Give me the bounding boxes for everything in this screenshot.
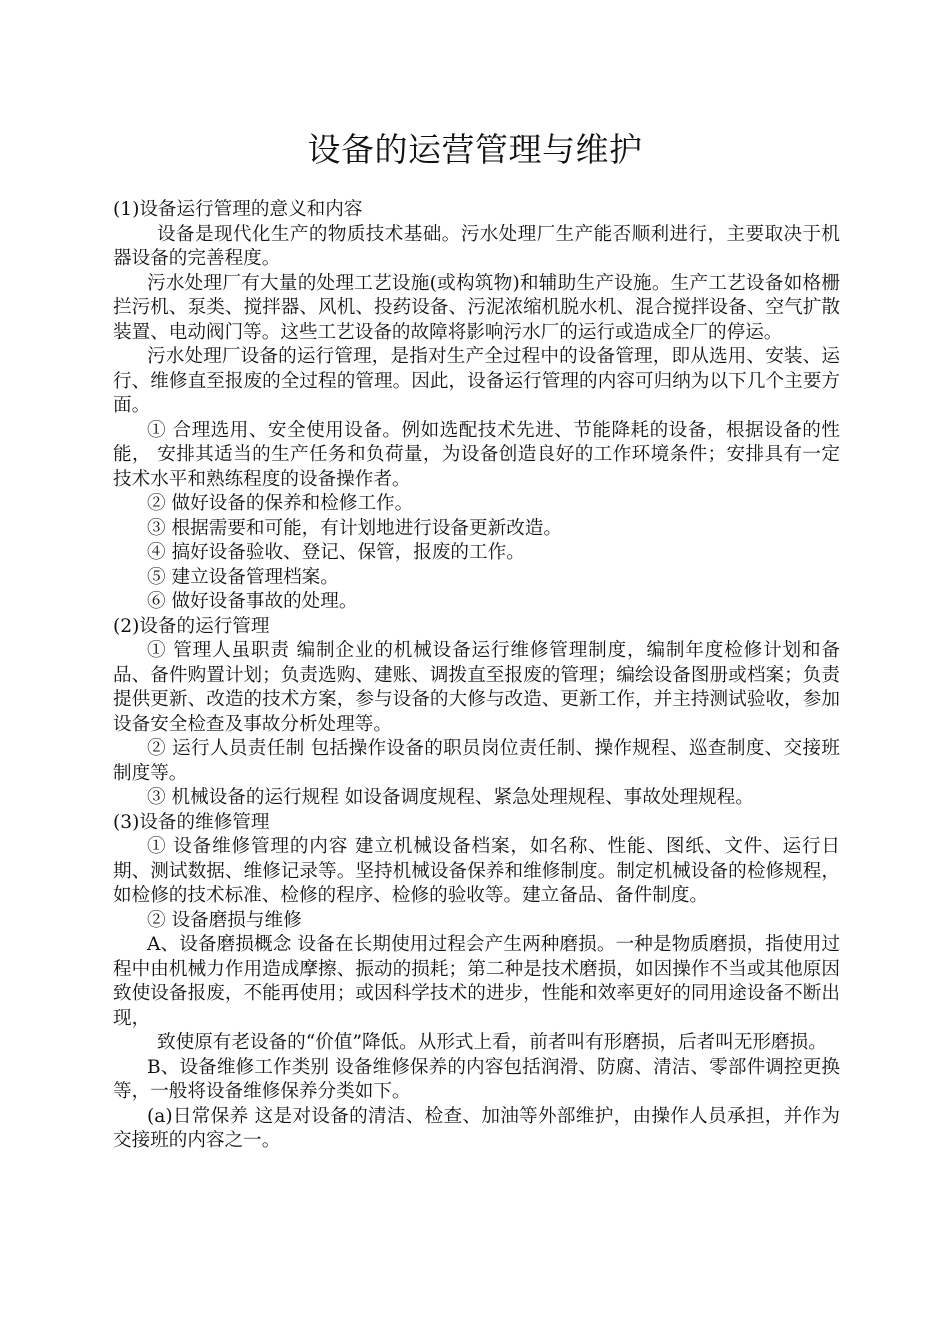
- section-heading: (2)设备的运行管理: [113, 615, 270, 637]
- list-item: ② 做好设备的保养和检修工作。: [147, 493, 414, 514]
- paragraph: 污水处理厂有大量的处理工艺设施(或构筑物)和辅助生产设施。生产工艺设备如格栅拦污机、泵类、搅拌器、风机、投药设备、污泥浓缩机脱水机、混合搅拌设备、空气扩散装置、电动阀门等。这些工艺设备的故障将影响污水厂的运行或造成全厂的停运。: [113, 272, 840, 343]
- list-item: ⑥ 做好设备事故的处理。: [147, 591, 358, 612]
- list-item: ③ 根据需要和可能，有计划地进行设备更新改造。: [147, 517, 562, 539]
- list-item: ① 设备维修管理的内容 建立机械设备档案，如名称、性能、图纸、文件、运行日期、测试数据、维修记录等。坚持机械设备保养和维修制度。制定机械设备的检修规程，如检修的技术标准、检修的程序、检修的验收等。建立备品、备件制度。: [113, 836, 840, 906]
- list-item: ① 合理选用、安全使用设备。例如选配技术先进、节能降耗的设备，根据设备的性能， 安排其适当的生产任务和负荷量，为设备创造良好的工作环境条件；安排具有一定技术水平和熟练程度的设备操作者。: [113, 419, 840, 490]
- paragraph: 致使原有老设备的“价值”降低。从形式上看，前者叫有形磨损，后者叫无形磨损。: [157, 1032, 827, 1053]
- paragraph: 污水处理厂设备的运行管理，是指对生产全过程中的设备管理，即从选用、安装、运行、维修直至报废的全过程的管理。因此，设备运行管理的内容可归纳为以下几个主要方面。: [113, 346, 840, 416]
- document-title: 设备的运营管理与维护: [307, 130, 643, 169]
- list-item: ② 运行人员责任制 包括操作设备的职员岗位责任制、操作规程、巡查制度、交接班制度等。: [113, 738, 840, 784]
- list-item: ③ 机械设备的运行规程 如设备调度规程、紧急处理规程、事故处理规程。: [147, 787, 754, 808]
- paragraph: 设备是现代化生产的物质技术基础。污水处理厂生产能否顺利进行，主要取决于机器设备的完善程度。: [113, 223, 840, 269]
- section-heading: (3)设备的维修管理: [113, 811, 270, 833]
- section-heading: (1)设备运行管理的意义和内容: [113, 199, 363, 220]
- list-item: ⑤ 建立设备管理档案。: [147, 566, 339, 588]
- document-body: [113, 198, 840, 1154]
- list-item: ④ 搞好设备验收、登记、保管，报废的工作。: [147, 542, 525, 563]
- list-item: ② 设备磨损与维修: [147, 909, 302, 931]
- list-item: ① 管理人虽职责 编制企业的机械设备运行维修管理制度，编制年度检修计划和备品、备件购置计划；负责选购、建账、调拨直至报废的管理；编绘设备图册或档案；负责提供更新、改造的技术方案，参与设备的大修与改造、更新工作，并主持测试验收，参加设备安全检查及事故分析处理等。: [113, 640, 840, 735]
- paragraph: B、设备维修工作类别 设备维修保养的内容包括润滑、防腐、清洁、零部件调控更换等，一般将设备维修保养分类如下。: [113, 1056, 840, 1102]
- paragraph: (a)日常保养 这是对设备的清洁、检查、加油等外部维护，由操作人员承担，并作为交接班的内容之一。: [113, 1105, 840, 1151]
- paragraph: A、设备磨损概念 设备在长期使用过程会产生两种磨损。一种是物质磨损，指使用过程中由机械力作用造成摩擦、振动的损耗；第二种是技术磨损，如因操作不当或其他原因致使设备报废，不能再使用；或因科学技术的进步，性能和效率更好的同用途设备不断出现，: [113, 934, 840, 1029]
